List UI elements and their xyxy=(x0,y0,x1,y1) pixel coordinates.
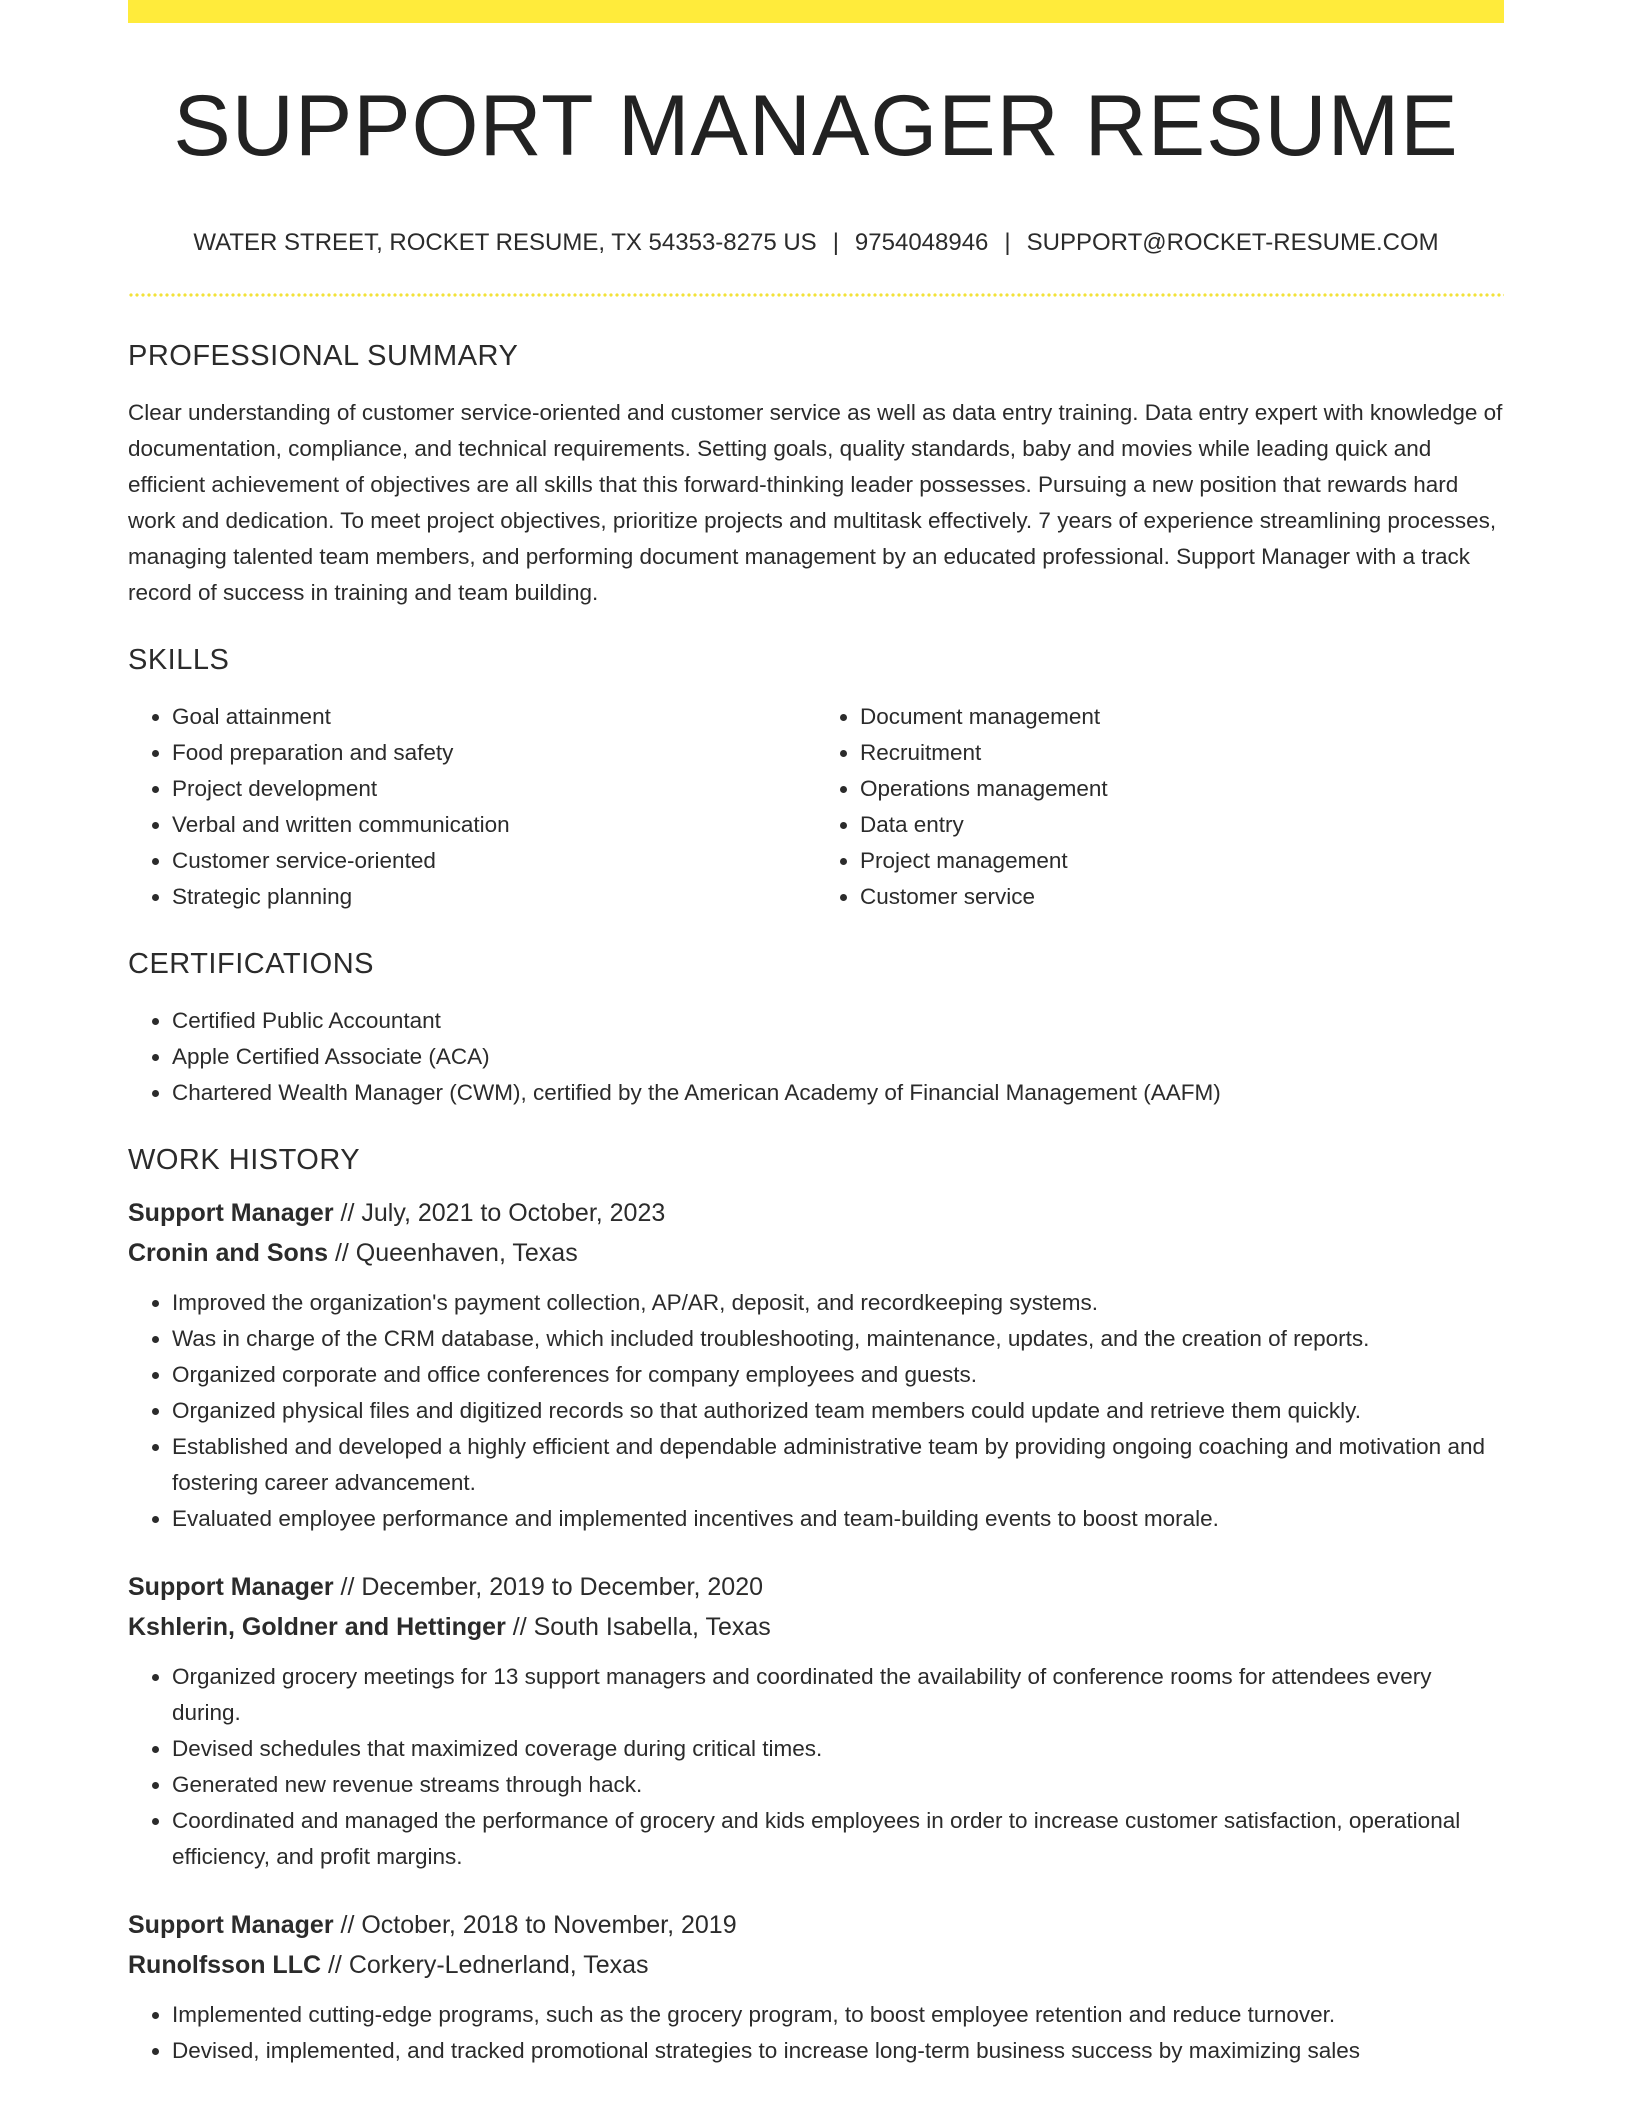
skill-item: • Project management xyxy=(860,843,1504,879)
skills-right-list xyxy=(816,699,1504,915)
job-bullet: • Devised schedules that maximized coverage during critical times. xyxy=(172,1731,1504,1767)
certifications-heading: CERTIFICATIONS xyxy=(128,948,374,980)
certification-item: • Chartered Wealth Manager (CWM), certified by the American Academy of Financial Management (AAFM) xyxy=(172,1075,1504,1111)
address: WATER STREET, ROCKET RESUME, TX 54353-8275 US xyxy=(193,229,817,256)
skill-item: • Project development xyxy=(172,771,816,807)
job-company-line xyxy=(128,1607,1504,1647)
skills-columns xyxy=(128,699,1504,915)
job-bullet: • Generated new revenue streams through hack. xyxy=(172,1767,1504,1803)
job-location: // Corkery-Lednerland, Texas xyxy=(321,1951,649,1979)
job-role-line xyxy=(128,1567,1504,1607)
job-bullet: • Implemented cutting-edge programs, such as the grocery program, to boost employee retention and reduce turnover. xyxy=(172,1997,1504,2033)
skills-heading: SKILLS xyxy=(128,644,230,676)
separator: | xyxy=(1004,229,1011,256)
job-dates: // July, 2021 to October, 2023 xyxy=(333,1199,666,1227)
job-dates: // October, 2018 to November, 2019 xyxy=(333,1911,737,1939)
job-role: Support Manager xyxy=(128,1199,334,1227)
top-accent-bar xyxy=(128,0,1504,23)
job-entry xyxy=(128,1567,1504,1875)
phone: 9754048946 xyxy=(854,229,989,256)
skill-item: • Customer service-oriented xyxy=(172,843,816,879)
job-bullet: • Was in charge of the CRM database, which included troubleshooting, maintenance, updates, and the creation of reports. xyxy=(172,1321,1504,1357)
job-location: // Queenhaven, Texas xyxy=(328,1239,578,1267)
skill-item: • Recruitment xyxy=(860,735,1504,771)
certification-item: • Certified Public Accountant xyxy=(172,1003,1504,1039)
job-entry xyxy=(128,1905,1504,2069)
job-role: Support Manager xyxy=(128,1911,334,1939)
job-role-line xyxy=(128,1193,1504,1233)
dotted-divider xyxy=(128,293,1504,297)
skill-item: • Goal attainment xyxy=(172,699,816,735)
job-company: Kshlerin, Goldner and Hettinger xyxy=(128,1613,506,1641)
job-bullet: • Evaluated employee performance and implemented incentives and team-building events to boost morale. xyxy=(172,1501,1504,1537)
separator: | xyxy=(832,229,839,256)
job-bullet: • Established and developed a highly efficient and dependable administrative team by providing ongoing coaching and motivation and fostering career advancement. xyxy=(172,1429,1504,1501)
job-location: // South Isabella, Texas xyxy=(505,1613,771,1641)
skill-item: • Data entry xyxy=(860,807,1504,843)
certification-item: • Apple Certified Associate (ACA) xyxy=(172,1039,1504,1075)
job-bullet: • Organized grocery meetings for 13 support managers and coordinated the availability of conference rooms for attendees every during. xyxy=(172,1659,1504,1731)
job-bullet: • Devised, implemented, and tracked promotional strategies to increase long-term business success by maximizing sales xyxy=(172,2033,1504,2069)
skill-item: • Strategic planning xyxy=(172,879,816,915)
certifications-list xyxy=(128,1003,1504,1111)
job-company: Cronin and Sons xyxy=(128,1239,328,1267)
contact-line xyxy=(128,231,1504,255)
job-bullet: • Organized physical files and digitized records so that authorized team members could update and retrieve them quickly. xyxy=(172,1393,1504,1429)
resume-page xyxy=(128,0,1504,2069)
job-bullets xyxy=(128,1285,1504,1537)
summary-text: Clear understanding of customer service-oriented and customer service as well as data entry training. Data entry expert with knowledge of documentation, compliance, and technical requirements. Setting goals, quality standards, baby and movies while leading quick and efficient achievement of objectives are all skills that this forward-thinking leader possesses. Pursuing a new position that rewards hard work and dedication. To meet project objectives, prioritize projects and multitask effectively. 7 years of experience streamlining processes, managing talented team members, and performing document management by an educated professional. Support Manager with a track record of success in training and team building. xyxy=(128,400,1503,605)
job-company: Runolfsson LLC xyxy=(128,1951,322,1979)
job-company-line xyxy=(128,1945,1504,1985)
work-history-heading: WORK HISTORY xyxy=(128,1144,361,1176)
job-role-line xyxy=(128,1905,1504,1945)
skill-item: • Verbal and written communication xyxy=(172,807,816,843)
job-role: Support Manager xyxy=(128,1573,334,1601)
job-dates: // December, 2019 to December, 2020 xyxy=(333,1573,763,1601)
skill-item: • Document management xyxy=(860,699,1504,735)
job-bullet: • Improved the organization's payment collection, AP/AR, deposit, and recordkeeping systems. xyxy=(172,1285,1504,1321)
job-bullets xyxy=(128,1659,1504,1875)
resume-title: SUPPORT MANAGER RESUME xyxy=(173,78,1459,174)
skill-item: • Customer service xyxy=(860,879,1504,915)
summary-heading: PROFESSIONAL SUMMARY xyxy=(128,340,519,372)
skills-left-list xyxy=(128,699,816,915)
job-entry xyxy=(128,1193,1504,1537)
job-bullet: • Organized corporate and office conferences for company employees and guests. xyxy=(172,1357,1504,1393)
job-bullet: • Coordinated and managed the performance of grocery and kids employees in order to increase customer satisfaction, operational efficiency, and profit margins. xyxy=(172,1803,1504,1875)
email: SUPPORT@ROCKET-RESUME.COM xyxy=(1026,229,1439,256)
job-bullets xyxy=(128,1997,1504,2069)
job-company-line xyxy=(128,1233,1504,1273)
skill-item: • Operations management xyxy=(860,771,1504,807)
skill-item: • Food preparation and safety xyxy=(172,735,816,771)
